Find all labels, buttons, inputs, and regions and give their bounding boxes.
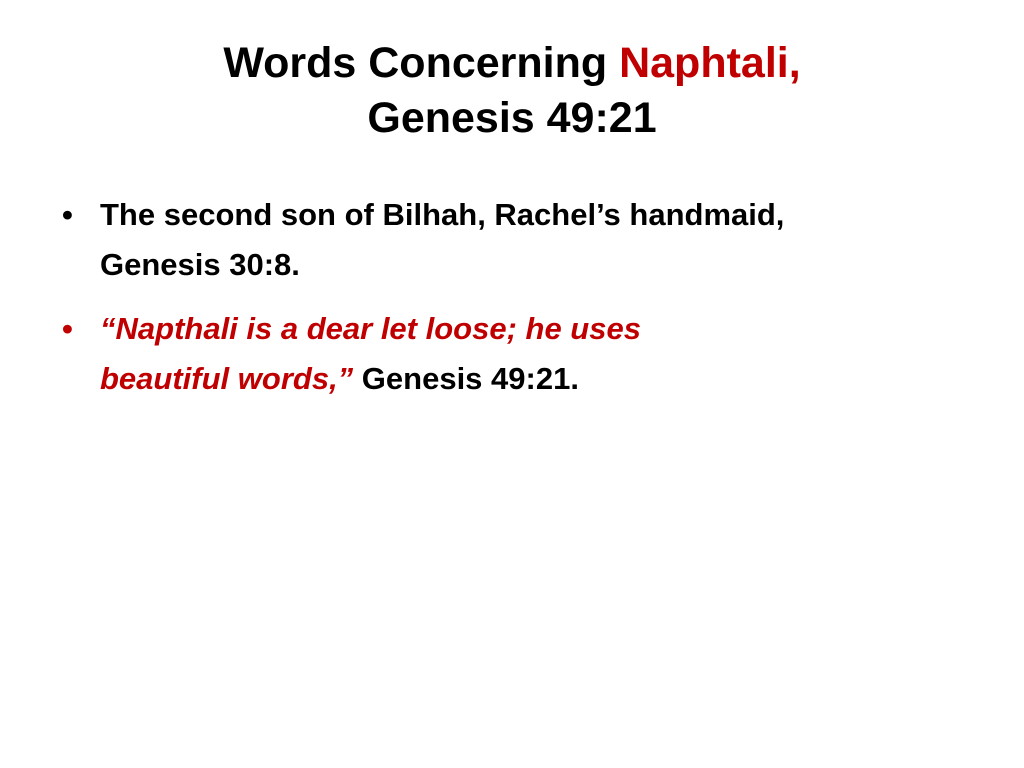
bullet-1-text-line-2: Genesis 30:8. <box>100 247 300 282</box>
title-prefix: Words Concerning <box>223 39 620 87</box>
bullet-2-quote-line-1: “Napthali is a dear let loose; he uses <box>100 311 641 346</box>
title-highlight: Naphtali, <box>619 39 801 87</box>
title-subtitle: Genesis 49:21 <box>367 94 657 142</box>
bullet-item-1 <box>62 190 982 290</box>
bullet-list <box>62 190 982 418</box>
bullet-dot-icon: • <box>62 311 73 346</box>
bullet-dot-icon: • <box>62 197 73 232</box>
bullet-2-quote-line-2: beautiful words,” <box>100 361 354 396</box>
slide-title <box>40 36 984 146</box>
bullet-item-2 <box>62 304 982 404</box>
bullet-1-text-line-1: The second son of Bilhah, Rachel’s handmaid, <box>100 197 785 232</box>
title-line-1 <box>40 36 984 91</box>
bullet-2-reference: Genesis 49:21. <box>353 361 579 396</box>
